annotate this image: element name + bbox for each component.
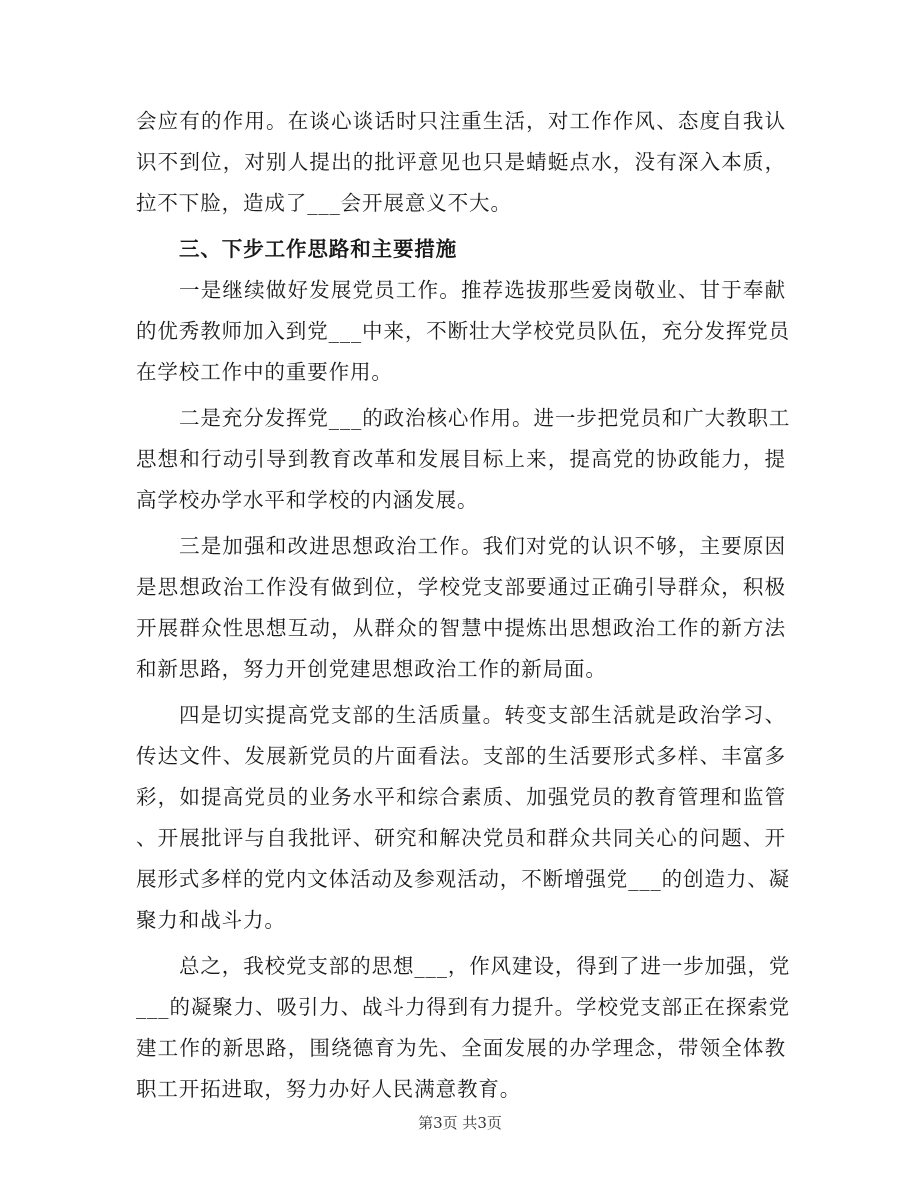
- text-line: 三是加强和改进思想政治工作。我们对党的认识不够，主要原因: [179, 534, 786, 558]
- section-heading: 三、下步工作思路和主要措施: [179, 237, 458, 261]
- document-body: [136, 101, 791, 1110]
- text-line: 在学校工作中的重要作用。: [136, 360, 393, 384]
- text-line: 会应有的作用。在谈心谈话时只注重生活，对工作作风、态度自我认: [136, 109, 786, 133]
- text-line: 拉不下脸，造成了___会开展意义不大。: [136, 191, 512, 215]
- text-line: 、开展批评与自我批评、研究和解决党员和群众共同关心的问题、开: [136, 826, 786, 850]
- text-line: 是思想政治工作没有做到位，学校党支部要通过正确引导群众，积极: [136, 575, 786, 599]
- text-line: 一是继续做好发展党员工作。推荐选拔那些爱岗敬业、甘于奉献: [179, 278, 786, 302]
- text-line: 识不到位，对别人提出的批评意见也只是蜻蜓点水，没有深入本质，: [136, 150, 786, 174]
- text-line: 和新思路，努力开创党建思想政治工作的新局面。: [136, 657, 607, 681]
- text-line: 总之，我校党支部的思想___，作风建设，得到了进一步加强，党: [179, 954, 791, 978]
- text-line: 聚力和战斗力。: [136, 908, 286, 932]
- text-line: 二是充分发挥党___的政治核心作用。进一步把党员和广大教职工: [179, 406, 791, 430]
- text-line: 建工作的新思路，围绕德育为先、全面发展的办学理念，带领全体教: [136, 1036, 786, 1060]
- text-line: 展形式多样的党内文体活动及参观活动，不断增强党___的创造力、凝: [136, 867, 791, 891]
- text-line: 职工开拓进取，努力办好人民满意教育。: [136, 1077, 522, 1101]
- text-line: 开展群众性思想互动，从群众的智慧中提炼出思想政治工作的新方法: [136, 616, 786, 640]
- text-line: ___的凝聚力、吸引力、战斗力得到有力提升。学校党支部正在探索党: [136, 995, 791, 1019]
- text-line: 思想和行动引导到教育改革和发展目标上来，提高党的协政能力，提: [136, 447, 786, 471]
- text-line: 彩，如提高党员的业务水平和综合素质、加强党员的教育管理和监管: [136, 785, 786, 809]
- text-line: 的优秀教师加入到党___中来，不断壮大学校党员队伍，充分发挥党员: [136, 319, 791, 343]
- text-line: 传达文件、发展新党员的片面看法。支部的生活要形式多样、丰富多: [136, 744, 786, 768]
- text-line: 高学校办学水平和学校的内涵发展。: [136, 488, 479, 512]
- page-number-footer: 第3页 共3页: [418, 1114, 502, 1132]
- text-line: 四是切实提高党支部的生活质量。转变支部生活就是政治学习、: [179, 703, 786, 727]
